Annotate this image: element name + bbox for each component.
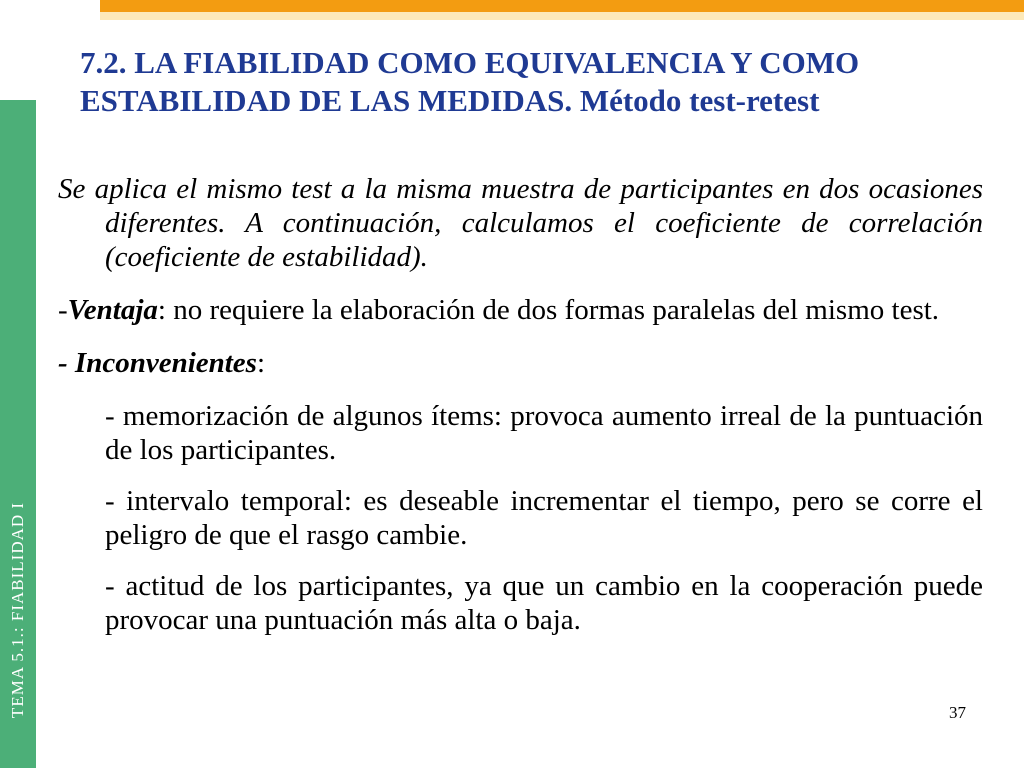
title-line-2: ESTABILIDAD DE LAS MEDIDAS. Método test-retest: [80, 83, 820, 118]
slide-title: [80, 44, 1000, 120]
ventaja-label: Ventaja: [67, 294, 158, 326]
inconveniente-item: - intervalo temporal: es deseable incrementar el tiempo, pero se corre el peligro de que el rasgo cambie.: [105, 485, 983, 551]
page-number: 37: [949, 703, 966, 722]
top-accent-bar: [100, 0, 1024, 12]
inconvenientes-label: - Inconvenientes: [58, 347, 257, 379]
ventaja-text: : no requiere la elaboración de dos formas paralelas del mismo test.: [157, 294, 940, 326]
inconvenientes-heading: [58, 346, 983, 380]
intro-paragraph: Se aplica el mismo test a la misma muestra de participantes en dos ocasiones diferentes. A continuación, calculamos el coeficiente de correlación (coeficiente de estabilidad).: [58, 173, 983, 273]
inconveniente-item: - actitud de los participantes, ya que un cambio en la cooperación puede provocar una puntuación más alta o baja.: [105, 570, 983, 636]
top-accent-bar-light: [100, 12, 1024, 20]
ventaja-paragraph: [58, 293, 983, 327]
title-line-1: 7.2. LA FIABILIDAD COMO EQUIVALENCIA Y COMO: [80, 45, 860, 80]
side-label: TEMA 5.1.: FIABILIDAD I: [8, 501, 27, 719]
inconveniente-item: - memorización de algunos ítems: provoca aumento irreal de la puntuación de los participantes.: [105, 400, 983, 466]
slide-body: [58, 172, 983, 654]
inconvenientes-suffix: :: [256, 347, 266, 379]
ventaja-prefix: -: [58, 294, 68, 326]
